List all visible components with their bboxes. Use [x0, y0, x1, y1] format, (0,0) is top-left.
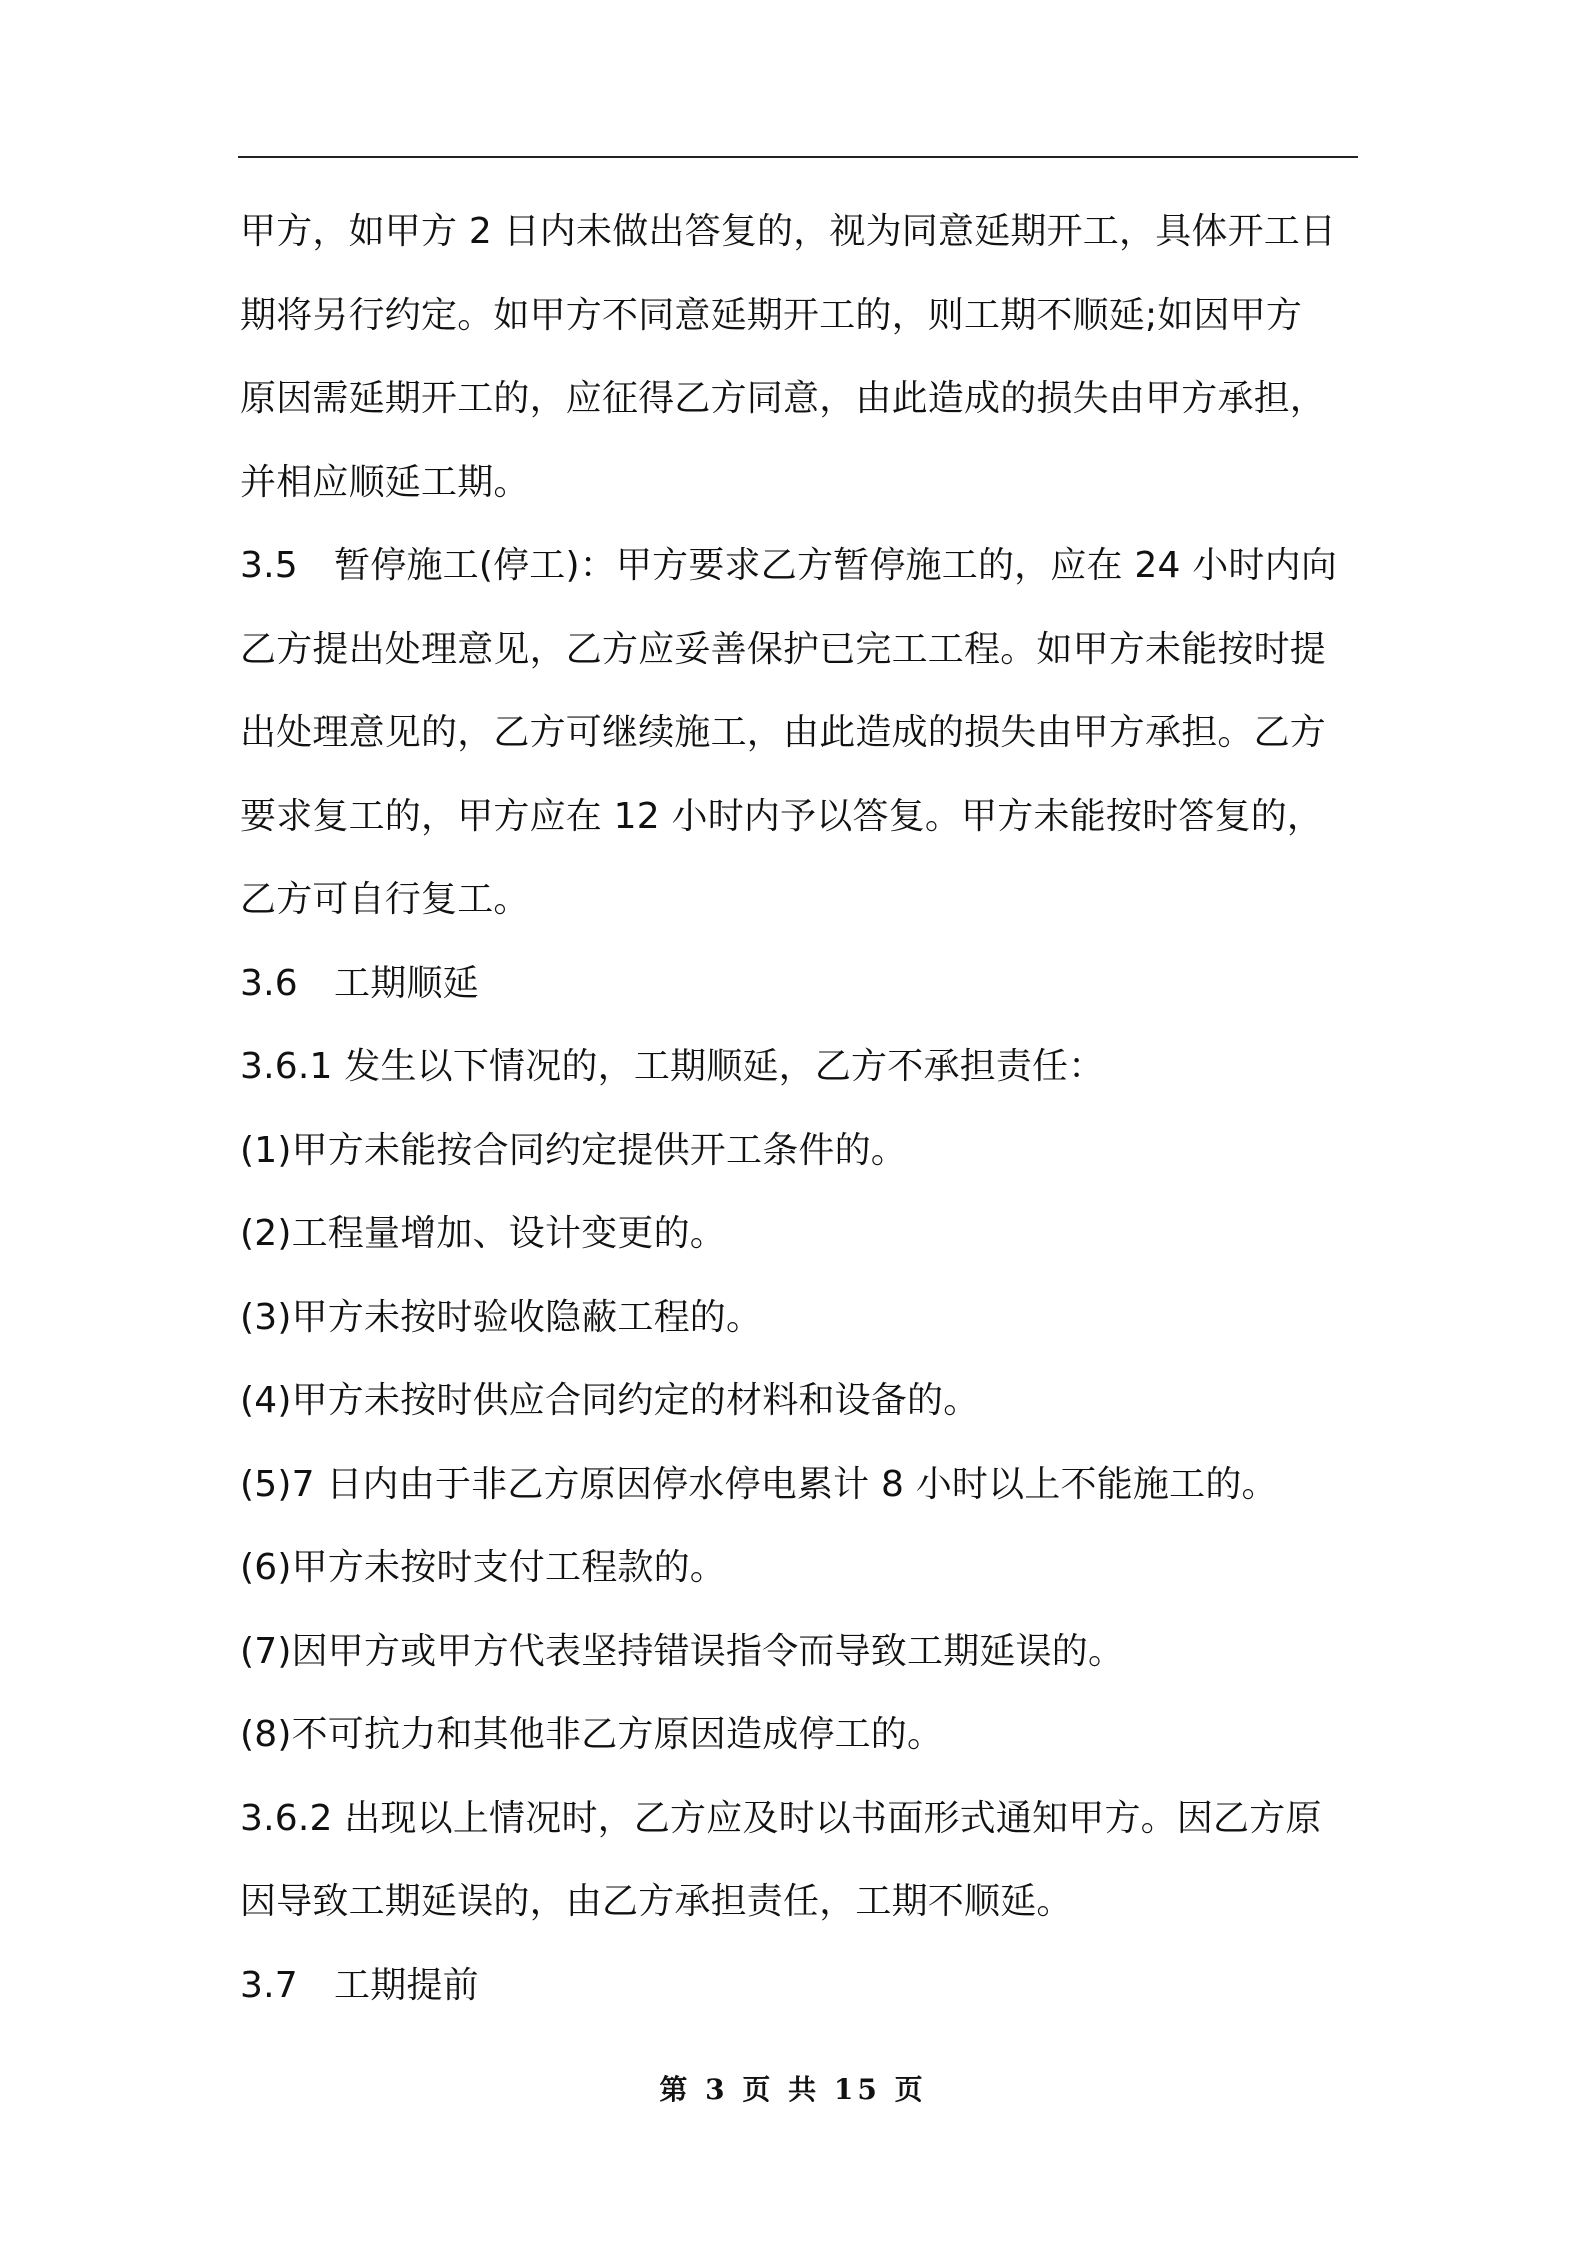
text-line: 期将另行约定。如甲方不同意延期开工的，则工期不顺延;如因甲方 [240, 294, 1303, 336]
section-3-7-heading: 3.7 工期提前 [240, 1964, 479, 2006]
body-text [240, 190, 1358, 2027]
list-item: (6)甲方未按时支付工程款的。 [240, 1547, 726, 1588]
list-item: (7)因甲方或甲方代表坚持错误指令而导致工期延误的。 [240, 1630, 1125, 1672]
text-line: 乙方提出处理意见，乙方应妥善保护已完工工程。如甲方未能按时提 [240, 628, 1327, 670]
list-item: (3)甲方未按时验收隐蔽工程的。 [240, 1296, 763, 1338]
text-line: 出处理意见的，乙方可继续施工，由此造成的损失由甲方承担。乙方 [240, 712, 1327, 753]
list-item: (4)甲方未按时供应合同约定的材料和设备的。 [240, 1380, 980, 1421]
text-line: 甲方，如甲方 2 日内未做出答复的，视为同意延期开工，具体开工日 [240, 211, 1337, 252]
clause-3-6-1: 3.6.1 发生以下情况的，工期顺延，乙方不承担责任： [240, 1046, 1105, 1087]
page-number-footer: 第 3 页 共 15 页 [659, 2073, 927, 2106]
header-rule [238, 156, 1358, 158]
list-item: (5)7 日内由于非乙方原因停水停电累计 8 小时以上不能施工的。 [240, 1463, 1278, 1505]
text-line: 要求复工的，甲方应在 12 小时内予以答复。甲方未能按时答复的， [240, 795, 1324, 837]
text-line: 原因需延期开工的，应征得乙方同意，由此造成的损失由甲方承担， [240, 378, 1327, 419]
list-item: (1)甲方未能按合同约定提供开工条件的。 [240, 1129, 907, 1171]
list-item: (8)不可抗力和其他非乙方原因造成停工的。 [240, 1714, 944, 1755]
section-3-5-line: 3.5 暂停施工(停工)：甲方要求乙方暂停施工的，应在 24 小时内向 [240, 545, 1338, 586]
text-line: 乙方可自行复工。 [240, 879, 530, 920]
list-item: (2)工程量增加、设计变更的。 [240, 1213, 726, 1254]
text-line: 并相应顺延工期。 [240, 461, 530, 503]
clause-3-6-2: 3.6.2 出现以上情况时，乙方应及时以书面形式通知甲方。因乙方原 [240, 1797, 1322, 1839]
section-3-6-heading: 3.6 工期顺延 [240, 962, 479, 1004]
text-line: 因导致工期延误的，由乙方承担责任，工期不顺延。 [240, 1881, 1073, 1922]
